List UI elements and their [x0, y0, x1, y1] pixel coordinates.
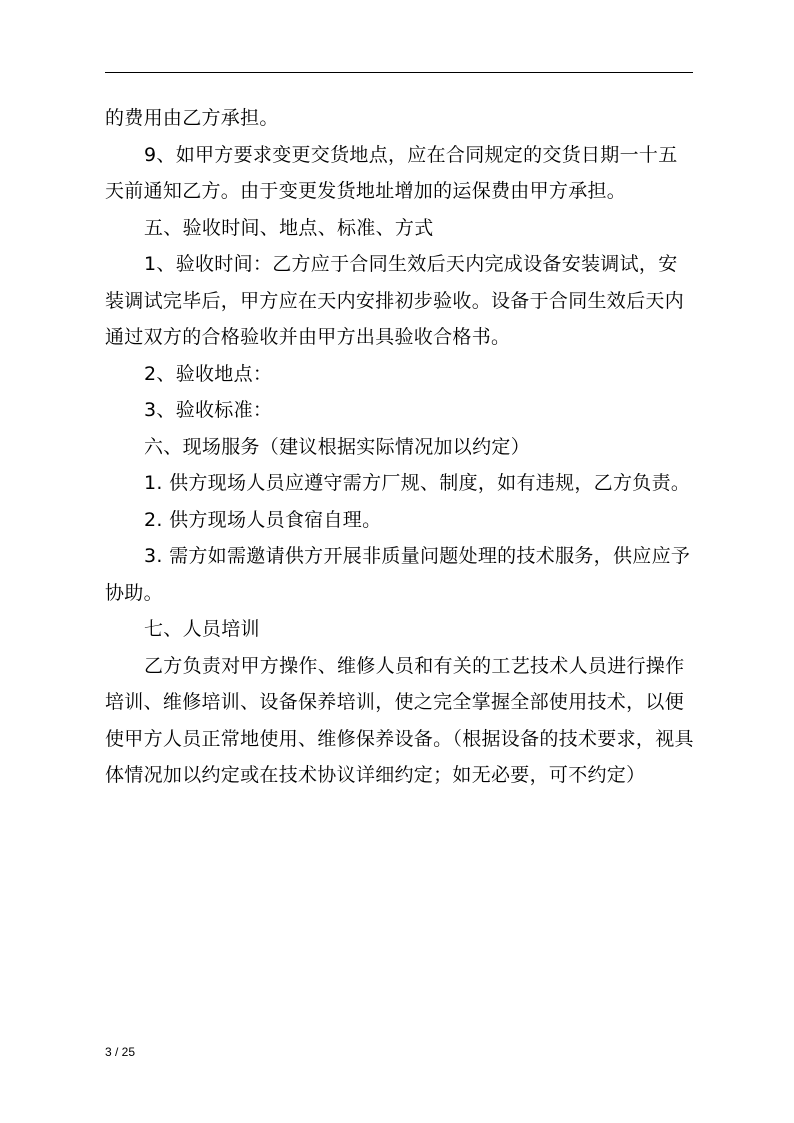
document-body: [105, 100, 695, 794]
paragraph-acceptance-location: 2、验收地点：: [144, 362, 273, 385]
paragraph-continuation: 的费用由乙方承担。: [105, 107, 279, 129]
header-rule: [105, 72, 693, 73]
paragraph-service-2: 2. 供方现场人员食宿自理。: [144, 508, 382, 531]
section-heading-6: 六、现场服务（建议根据实际情况加以约定）: [144, 435, 531, 458]
paragraph-training: 乙方负责对甲方操作、维修人员和有关的工艺技术人员进行操作培训、维修培训、设备保养培训，使之完全掌握全部使用技术，以便使甲方人员正常地使用、维修保养设备。（根据设备的技术要求，视具体情况加以约定或在技术协议详细约定；如无必要，可不约定）: [105, 654, 694, 786]
paragraph-service-1: 1. 供方现场人员应遵守需方厂规、制度，如有违规，乙方负责。: [144, 472, 691, 494]
page-number: 3 / 25: [105, 1045, 136, 1059]
paragraph-service-3: 3. 需方如需邀请供方开展非质量问题处理的技术服务，供应应予协助。: [105, 545, 691, 604]
paragraph-item-9: 9、如甲方要求变更交货地点，应在合同规定的交货日期一十五天前通知乙方。由于变更发货地址增加的运保费由甲方承担。: [105, 143, 678, 202]
section-heading-7: 七、人员培训: [144, 618, 260, 640]
paragraph-acceptance-standard: 3、验收标准：: [144, 399, 273, 421]
paragraph-acceptance-time: 1、验收时间：乙方应于合同生效后天内完成设备安装调试，安装调试完毕后，甲方应在天内安排初步验收。设备于合同生效后天内通过双方的合格验收并由甲方出具验收合格书。: [105, 253, 685, 348]
section-heading-5: 五、验收时间、地点、标准、方式: [144, 216, 434, 239]
